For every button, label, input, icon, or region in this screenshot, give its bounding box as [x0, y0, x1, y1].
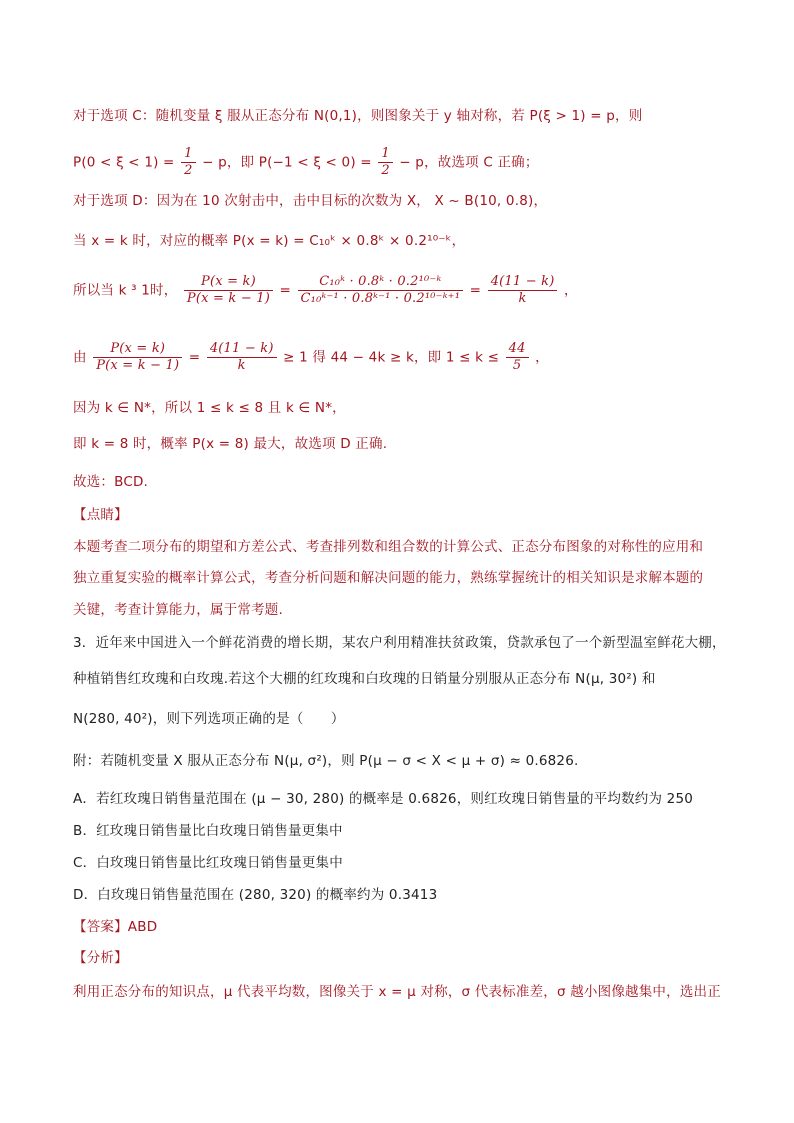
equation-text: ，: [535, 349, 549, 366]
fraction-result: [488, 274, 558, 307]
fraction-denominator: P(x = k − 1): [96, 358, 180, 373]
comment-line-2: 独立重复实验的概率计算公式，考查分析问题和解决问题的能力，熟练掌握统计的相关知识是求解本题的: [73, 570, 704, 586]
fraction-ratio: [93, 341, 182, 374]
fraction-numerator: P(x = k): [93, 341, 182, 358]
fraction-result: [207, 341, 277, 374]
option-d-probability-line: 当 x = k 时，对应的概率 P(x = k) = C₁₀ᵏ × 0.8ᵏ × 0.2¹⁰⁻ᵏ，: [73, 233, 466, 249]
fraction-one-half: [378, 146, 392, 179]
fraction-denominator: k: [237, 358, 246, 373]
option-c-line-2: [73, 146, 539, 179]
question-3-appendix: 附：若随机变量 X 服从正态分布 N(μ, σ²)，则 P(μ − σ < X < μ + σ) ≈ 0.6826.: [73, 753, 579, 769]
fraction-binomial: [298, 274, 464, 307]
equation-text: P(0 < ξ < 1) =: [73, 154, 175, 171]
equation-text: 由: [73, 349, 87, 366]
question-3-line-3: N(280, 40²)，则下列选项正确的是（ ）: [73, 711, 345, 727]
equation-text: − p，故选项 C 正确；: [399, 154, 539, 171]
fraction-numerator: P(x = k): [184, 274, 273, 291]
fraction-denominator: 2: [381, 163, 390, 178]
comment-heading: 【点睛】: [73, 507, 128, 523]
fraction-denominator: C₁₀ᵏ⁻¹ · 0.8ᵏ⁻¹ · 0.2¹⁰⁻ᵏ⁺¹: [300, 291, 461, 306]
option-d-line-1: 对于选项 D：因为在 10 次射击中，击中目标的次数为 X， X ~ B(10, 0.8)，: [73, 193, 548, 209]
equation-text: ，: [563, 282, 578, 299]
equation-text: − p，即 P(−1 < ξ < 0) =: [202, 154, 372, 171]
fraction-denominator: k: [518, 291, 527, 306]
answer-heading: 【答案】ABD: [73, 919, 158, 935]
equation-text: =: [279, 282, 292, 299]
analysis-heading: 【分析】: [73, 950, 128, 966]
comment-line-3: 关键，考查计算能力，属于常考题.: [73, 602, 283, 618]
fraction-numerator: 4(11 − k): [207, 341, 277, 358]
question-3-line-1: 3．近年来中国进入一个鲜花消费的增长期，某农户利用精准扶贫政策，贷款承包了一个新型温室鲜花大棚，: [73, 635, 726, 651]
option-c-line-1: 对于选项 C：随机变量 ξ 服从正态分布 N(0,1)，则图象关于 y 轴对称，若 P(ξ > 1) = p，则: [73, 108, 643, 124]
natural-number-line: 因为 k ∈ N*，所以 1 ≤ k ≤ 8 且 k ∈ N*，: [73, 400, 346, 416]
conclusion-line: 即 k = 8 时，概率 P(x = 8) 最大，故选项 D 正确.: [73, 436, 388, 452]
inequality-line: [73, 341, 549, 374]
fraction-denominator: 2: [184, 163, 193, 178]
equation-text: =: [469, 282, 482, 299]
analysis-line-1: 利用正态分布的知识点，μ 代表平均数，图像关于 x = μ 对称，σ 代表标准差，σ 越小图像越集中，选出正: [73, 984, 721, 1000]
fraction-numerator: 44: [506, 341, 529, 358]
option-b: B．红玫瑰日销售量比白玫瑰日销售量更集中: [73, 823, 343, 839]
option-d: D．白玫瑰日销售量范围在 (280, 320) 的概率约为 0.3413: [73, 887, 438, 903]
fraction-numerator: 1: [378, 146, 392, 163]
equation-text: =: [188, 349, 201, 366]
fraction-numerator: 1: [181, 146, 195, 163]
fraction-bound: [506, 341, 529, 374]
equation-text: ≥ 1 得 44 − 4k ≥ k，即 1 ≤ k ≤: [283, 349, 500, 366]
comment-line-1: 本题考查二项分布的期望和方差公式、考查排列数和组合数的计算公式、正态分布图象的对称性的应用和: [73, 539, 704, 555]
answer-choice-line: 故选：BCD.: [73, 474, 149, 490]
fraction-numerator: C₁₀ᵏ · 0.8ᵏ · 0.2¹⁰⁻ᵏ: [298, 274, 464, 291]
fraction-denominator: P(x = k − 1): [186, 291, 270, 306]
fraction-numerator: 4(11 − k): [488, 274, 558, 291]
fraction-one-half: [181, 146, 195, 179]
option-c: C．白玫瑰日销售量比红玫瑰日销售量更集中: [73, 855, 343, 871]
question-3-line-2: 种植销售红玫瑰和白玫瑰.若这个大棚的红玫瑰和白玫瑰的日销量分别服从正态分布 N(μ, 30²) 和: [73, 671, 656, 687]
fraction-denominator: 5: [512, 358, 522, 373]
option-a: A．若红玫瑰日销售量范围在 (μ − 30, 280) 的概率是 0.6826，则红玫瑰日销售量的平均数约为 250: [73, 791, 694, 807]
ratio-line: [73, 274, 578, 307]
equation-text: 所以当 k ³ 1时，: [73, 282, 178, 299]
fraction-ratio: [184, 274, 273, 307]
